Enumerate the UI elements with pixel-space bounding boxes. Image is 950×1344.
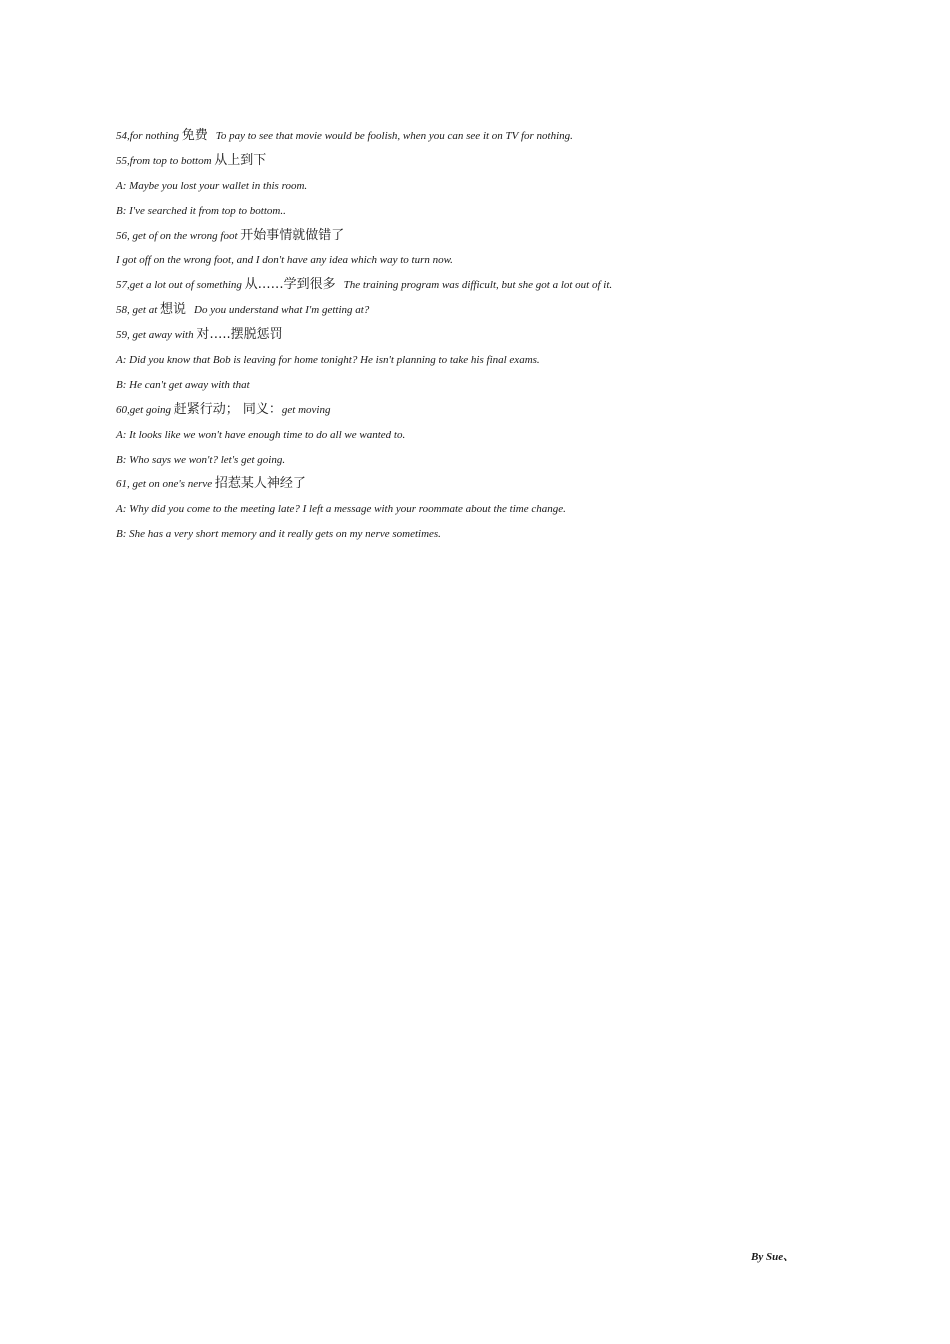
entry-58 [116, 300, 896, 325]
entry-57 [116, 275, 896, 300]
dialogue-line: B: Who says we won't? let's get going. [116, 453, 286, 466]
phrase: 57,get a lot out of something [116, 279, 245, 292]
synonym-phrase: get moving [281, 403, 331, 416]
phrase: 60,get going [116, 403, 174, 416]
entry-60 [116, 400, 896, 425]
entry-55 [116, 151, 896, 176]
phrase-translation: 免费 [181, 128, 208, 143]
entry-61 [116, 474, 896, 499]
entry-54 [116, 126, 896, 151]
dialogue-line: B: She has a very short memory and it really gets on my nerve sometimes. [116, 528, 441, 541]
phrase-translation: 开始事情就做错了 [240, 227, 345, 243]
phrase-translation: 从上到下 [214, 152, 267, 168]
example-sentence: To pay to see that movie would be foolish, when you can see it on TV for nothing. [215, 130, 573, 142]
dialogue-line: A: Did you know that Bob is leaving for home tonight? He isn't planning to take his final exams. [116, 354, 540, 367]
dialogue-line: A: Why did you come to the meeting late? I left a message with your roommate about the time change. [116, 503, 566, 516]
phrase-translation: 想说 [160, 302, 187, 318]
dialogue-line: A: It looks like we won't have enough time to do all we wanted to. [116, 428, 406, 441]
example-line: I got off on the wrong foot, and I don't have any idea which way to turn now. [116, 254, 453, 267]
entry-59 [116, 325, 896, 350]
phrase-translation: 从……学到很多 [244, 277, 336, 293]
example-sentence: Do you understand what I'm getting at? [194, 304, 370, 317]
example-sentence: The training program was difficult, but she got a lot out of it. [343, 279, 613, 292]
phrase: 54,for nothing [116, 130, 182, 142]
phrase: 55,from top to bottom [116, 154, 215, 167]
phrase-translation: 对…..摆脱惩罚 [196, 327, 283, 343]
phrase-translation: 赶紧行动； 同义： [173, 401, 282, 417]
entry-56 [116, 226, 896, 251]
document-body [116, 126, 896, 549]
dialogue-line: B: He can't get away with that [116, 378, 250, 391]
phrase-translation: 招惹某人神经了 [214, 476, 306, 492]
dialogue-line: A: Maybe you lost your wallet in this room. [116, 179, 308, 192]
author-signature: By Sue、 [751, 1251, 795, 1263]
phrase: 56, get of on the wrong foot [116, 229, 241, 242]
phrase: 61, get on one's nerve [116, 478, 215, 491]
dialogue-line: B: I've searched it from top to bottom.. [116, 204, 286, 217]
phrase: 58, get at [116, 304, 160, 317]
phrase: 59, get away with [116, 329, 197, 342]
